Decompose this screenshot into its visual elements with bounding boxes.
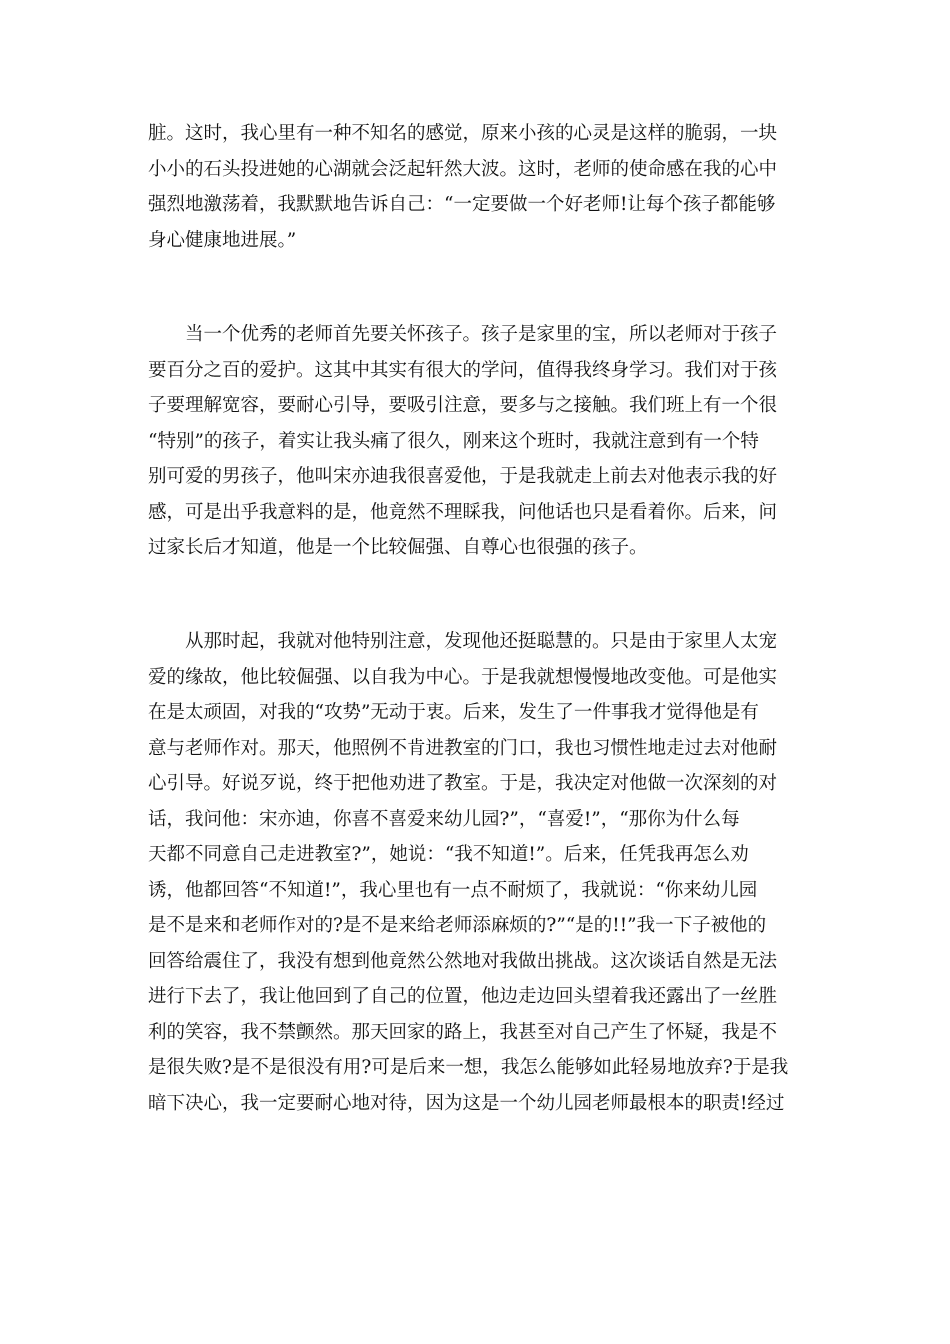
text-line: 爱的缘故，他比较倔强、以自我为中心。于是我就想慢慢地改变他。可是他实 <box>148 666 778 688</box>
text-line: 身心健康地进展。” <box>148 229 297 251</box>
text-line: 是不是来和老师作对的?是不是来给老师添麻烦的?”“是的!!”我一下子被他的 <box>148 915 767 936</box>
text-line: 是很失败?是不是很没有用?可是后来一想，我怎么能够如此轻易地放弃?于是我 <box>148 1057 789 1078</box>
text-line: 感，可是出乎我意料的是，他竟然不理睬我，问他话也只是看着你。后来，问 <box>148 501 778 523</box>
paragraph-1 <box>148 116 808 258</box>
paragraph-3 <box>148 624 808 1121</box>
text-line: 暗下决心，我一定要耐心地对待，因为这是一个幼儿园老师最根本的职责!经过 <box>148 1092 785 1114</box>
text-line: 利的笑容，我不禁颤然。那天回家的路上，我甚至对自己产生了怀疑，我是不 <box>148 1021 778 1043</box>
text-line: 在是太顽固，对我的“攻势”无动于衷。后来，发生了一件事我才觉得他是有 <box>148 702 759 723</box>
text-line: 当一个优秀的老师首先要关怀孩子。孩子是家里的宝，所以老师对于孩子 <box>185 324 778 345</box>
text-line: 过家长后才知道，他是一个比较倔强、自尊心也很强的孩子。 <box>148 537 648 558</box>
text-line: 心引导。好说歹说，终于把他劝进了教室。于是，我决定对他做一次深刻的对 <box>148 773 778 794</box>
text-line: “特别”的孩子，着实让我头痛了很久，刚来这个班时，我就注意到有一个特 <box>148 430 759 452</box>
text-line: 强烈地激荡着，我默默地告诉自己：“一定要做一个好老师!让每个孩子都能够 <box>148 194 776 215</box>
text-line: 回答给震住了，我没有想到他竟然公然地对我做出挑战。这次谈话自然是无法 <box>148 950 778 972</box>
text-line: 话，我问他：宋亦迪，你喜不喜爱来幼儿园?”，“喜爱!”，“那你为什么每 <box>148 808 740 830</box>
text-line: 小小的石头投进她的心湖就会泛起轩然大波。这时，老师的使命感在我的心中 <box>148 158 778 180</box>
text-line: 诱，他都回答“不知道!”，我心里也有一点不耐烦了，我就说：“你来幼儿园 <box>148 879 758 901</box>
text-line: 意与老师作对。那天，他照例不肯进教室的门口，我也习惯性地走过去对他耐 <box>148 737 778 759</box>
text-line: 进行下去了，我让他回到了自己的位置，他边走边回头望着我还露出了一丝胜 <box>148 986 778 1007</box>
text-line: 天都不同意自己走进教室?”，她说：“我不知道!”。后来，任凭我再怎么劝 <box>148 844 749 865</box>
text-line: 脏。这时，我心里有一种不知名的感觉，原来小孩的心灵是这样的脆弱，一块 <box>148 123 778 144</box>
text-line: 别可爱的男孩子，他叫宋亦迪我很喜爱他，于是我就走上前去对他表示我的好 <box>148 466 778 487</box>
text-line: 要百分之百的爱护。这其中其实有很大的学问，值得我终身学习。我们对于孩 <box>148 359 778 381</box>
paragraph-2 <box>148 317 808 566</box>
text-line: 从那时起，我就对他特别注意，发现他还挺聪慧的。只是由于家里人太宠 <box>185 631 778 652</box>
text-line: 子要理解宽容，要耐心引导，要吸引注意，要多与之接触。我们班上有一个很 <box>148 395 778 416</box>
